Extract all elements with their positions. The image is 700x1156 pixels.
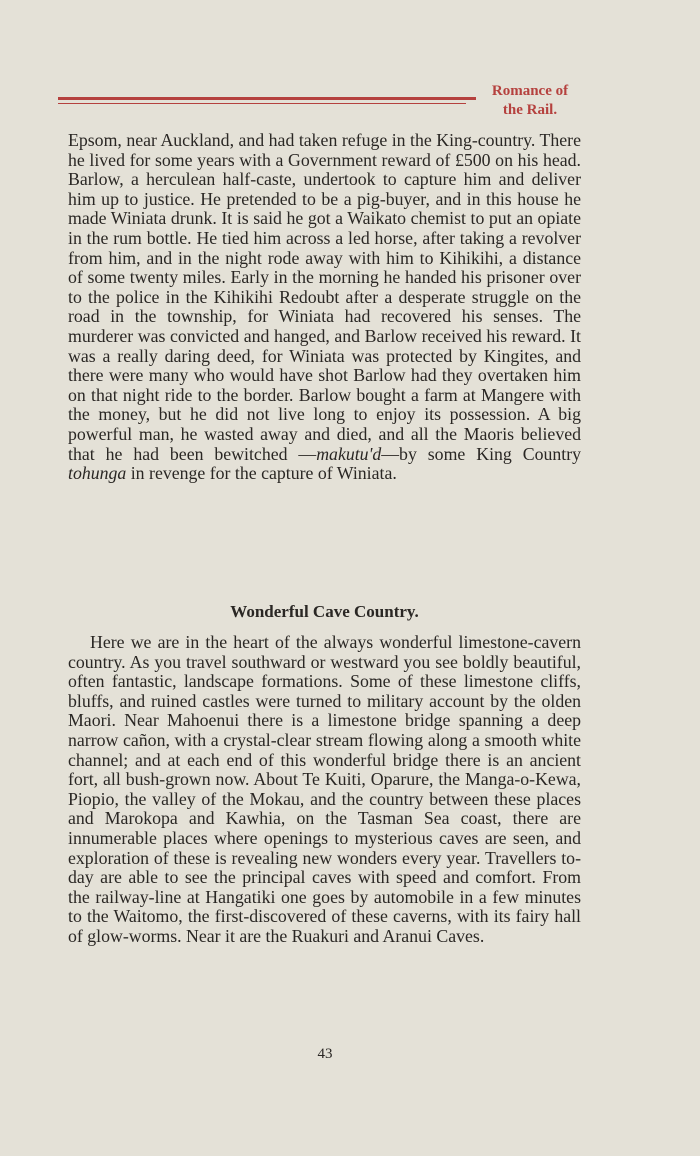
header-rule-thin [58,103,466,104]
running-head-line-1: Romance of [491,83,569,99]
paragraph-1 [68,131,581,484]
body-text-top [68,131,581,484]
paragraph-1-text-c: in revenge for the capture of Winiata. [126,463,397,484]
running-head-line-2: the Rail. [502,102,558,118]
paragraph-1-italic-makutud: makutu'd [316,443,382,464]
paragraph-1-text-a: Epsom, near Auckland, and had taken refuge in the King-country. There he lived for some years with a Government reward of £500 on his head. Barlow, a herculean half-caste, undertook to capture him and deliver him up to justice. He pretended to be a pig-buyer, and in this house he made Winiata drunk. It is said he got a Waikato chemist to put an opiate in the rum bottle. He tied him across a led horse, after taking a revolver from him, and in the night rode away with him to Kihikihi, a distance of some twenty miles. Early in the morning he handed his prisoner over to the police in the Kihikihi Redoubt after a desperate struggle on the road in the township, for Winiata had recovered his senses. The murderer was convicted and hanged, and Barlow received his reward. It was a really daring deed, for Winiata was protected by Kingites, and there were many who would have shot Barlow had they overtaken him on that night ride to the border. Barlow bought a farm at Mangere with the money, but he did not live long to enjoy its possession. A big powerful man, he wasted away and died, and all the Maoris believed that he had been bewitched — [68,130,581,464]
section-heading: Wonderful Cave Country. [230,602,419,621]
running-head [460,82,600,120]
paragraph-2: Here we are in the heart of the always wonderful limestone-cavern country. As you travel southward or westward you see boldly beautiful, often fantastic, landscape formations. Some of these limestone cliffs, bluffs, and ruined castles were turned to military account by the olden Maori. Near Mahoenui there is a limestone bridge spanning a deep narrow cañon, with a crystal-clear stream flowing along a smooth white channel; and at each end of this wonderful bridge there is an ancient fort, all bush-grown now. About Te Kuiti, Oparure, the Manga-o-Kewa, Piopio, the valley of the Mokau, and the country between these places and Marokopa and Kawhia, on the Tasman Sea coast, there are innumerable places where openings to mysterious caves are seen, and exploration of these is revealing new wonders every year. Travellers to-day are able to see the principal caves with speed and comfort. From the railway-line at Hangatiki one goes by automobile in a few minutes to the Waitomo, the first-discovered of these caverns, with its fairy hall of glow-worms. Near it are the Ruakuri and Aranui Caves. [68,632,581,946]
paragraph-1-italic-tohunga: tohunga [68,463,127,484]
page-number: 43 [317,1046,333,1062]
paragraph-1-text-b: —by some King Country [381,443,582,464]
body-text-bottom [68,633,581,947]
header-rule-thick [58,97,476,100]
